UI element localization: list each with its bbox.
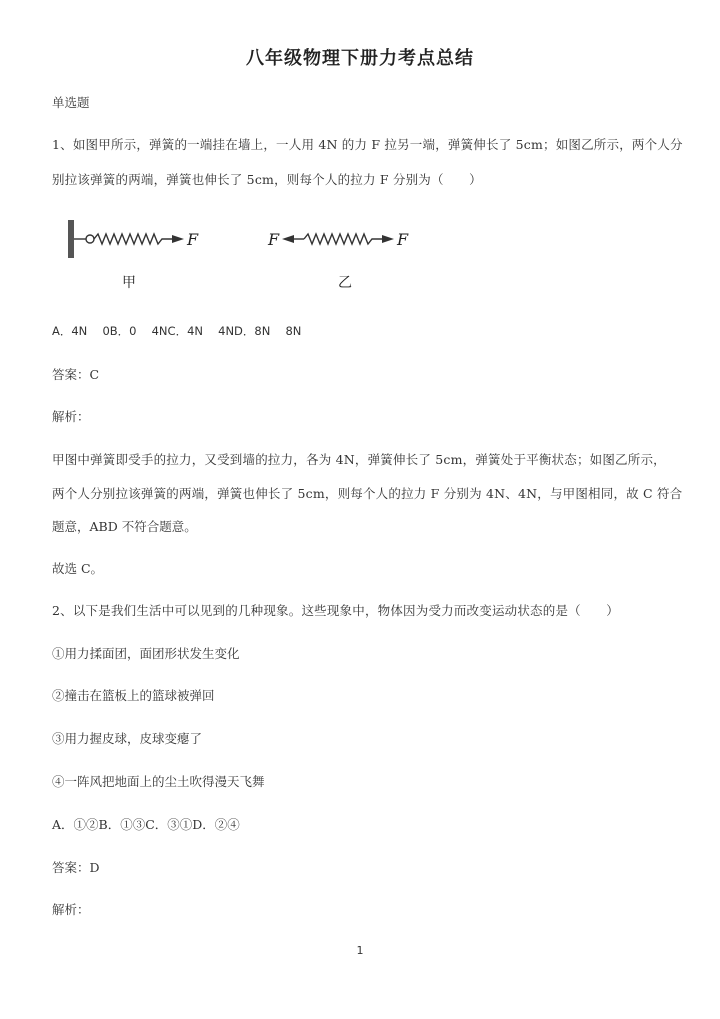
q2-options: A．①②B．①③C．③①D．②④ — [52, 817, 240, 832]
spring-figure — [60, 210, 440, 300]
spring-left-icon — [94, 234, 172, 244]
spring-right-icon — [304, 234, 382, 244]
figure-label-yi: 乙 — [338, 275, 352, 291]
figure-label-jia: 甲 — [122, 275, 136, 291]
q1-conclusion: 故选 C。 — [52, 561, 104, 576]
q1-stem-line2: 别拉该弹簧的两端，弹簧也伸长了 5cm，则每个人的拉力 F 分别为（ ） — [52, 172, 482, 187]
page-number: 1 — [356, 944, 364, 957]
q1-options: A．4N 0B．0 4NC．4N 4ND．8N 8N — [52, 324, 302, 338]
spring-diagram — [60, 210, 440, 270]
q2-item-4: ④一阵风把地面上的尘土吹得漫天飞舞 — [52, 774, 265, 789]
q2-item-2: ②撞击在篮板上的篮球被弹回 — [52, 688, 215, 703]
q2-item-1: ①用力揉面团，面团形状发生变化 — [52, 646, 240, 661]
force-label-left: F — [187, 230, 199, 249]
q1-analysis-line1: 甲图中弹簧即受手的拉力，又受到墙的拉力，各为 4N，弹簧伸长了 5cm，弹簧处于平衡状态；如图乙所示， — [52, 452, 666, 467]
wall-icon — [68, 220, 74, 258]
q1-analysis-line3: 题意，ABD 不符合题意。 — [52, 519, 197, 534]
q1-analysis-line2: 两个人分别拉该弹簧的两端，弹簧也伸长了 5cm，则每个人的拉力 F 分别为 4N、4N，与甲图相同，故 C 符合 — [52, 486, 683, 501]
arrow-left-icon — [282, 235, 294, 243]
q2-item-3: ③用力握皮球，皮球变瘪了 — [52, 731, 203, 746]
q1-answer: 答案：C — [52, 367, 100, 382]
section-heading: 单选题 — [52, 95, 90, 110]
page-title: 八年级物理下册力考点总结 — [246, 48, 474, 69]
hook-icon — [86, 235, 94, 243]
q2-stem: 2、以下是我们生活中可以见到的几种现象。这些现象中，物体因为受力而改变运动状态的是（ ） — [52, 603, 619, 618]
q1-analysis-label: 解析： — [52, 409, 90, 424]
force-label-mid: F — [268, 230, 280, 249]
q2-analysis-label: 解析： — [52, 902, 90, 917]
arrow-right-icon — [172, 235, 184, 243]
force-label-right: F — [397, 230, 409, 249]
q2-answer: 答案：D — [52, 860, 100, 875]
q1-stem-line1: 1、如图甲所示，弹簧的一端挂在墙上，一人用 4N 的力 F 拉另一端，弹簧伸长了 5cm；如图乙所示，两个人分 — [52, 137, 683, 152]
arrow-right-icon-2 — [382, 235, 394, 243]
